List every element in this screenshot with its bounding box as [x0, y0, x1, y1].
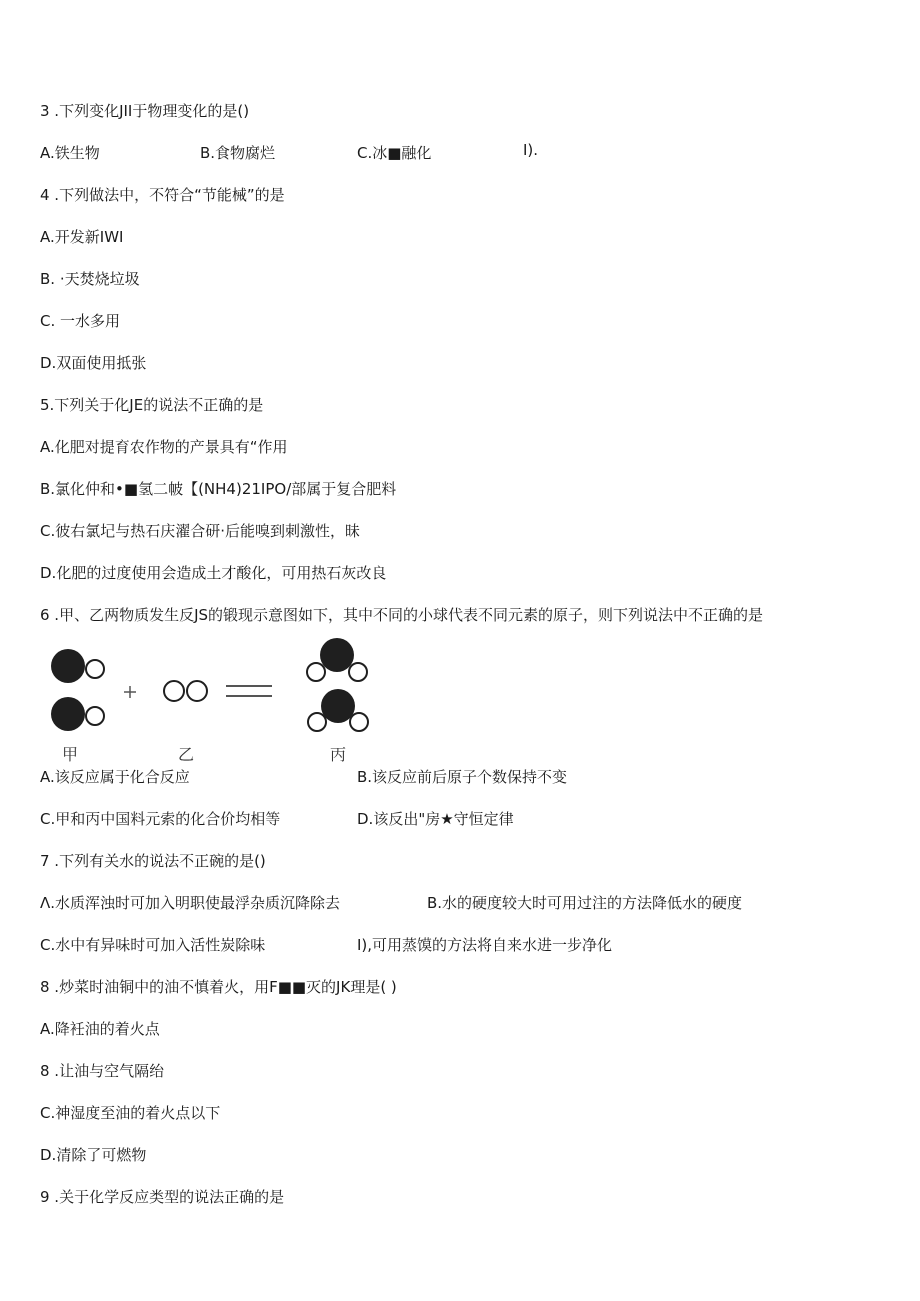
label-yi: 乙 — [177, 745, 195, 764]
plus-sign — [124, 686, 136, 698]
atom-light — [86, 707, 104, 725]
q7-stem: 7 .下列有关水的说法不正碗的是() — [40, 852, 266, 870]
q7-option-d: I),可用蒸馍的方法将自来水进一步净化 — [357, 936, 613, 954]
molecule-bing-2 — [308, 689, 368, 731]
q7-option-b: B.水的硬度较大时可用过注的方法降低水的硬度 — [427, 894, 743, 912]
q5-option-a: A.化肥对提育农作物的产景具有“作用 — [40, 438, 288, 456]
q8-stem: 8 .炒菜时油铜中的油不慎着火，用F■■灭的JK理是( ) — [40, 978, 397, 996]
q8-option-a: A.降衽油的着火点 — [40, 1020, 160, 1038]
reaction-diagram-svg — [40, 636, 400, 766]
q5-stem: 5.下列关于化JE的说法不正确的是 — [40, 396, 264, 414]
q6-option-d: D.该反出"房★守恒定律 — [357, 810, 514, 828]
atom-dark — [320, 638, 354, 672]
equals-sign — [226, 686, 272, 696]
reaction-diagram — [40, 636, 400, 766]
q7-option-a: Λ.水质浑浊时可加入明职使最浮杂质沉降除去 — [40, 894, 341, 912]
q8-option-c: C.神湿度至油的着火点以下 — [40, 1104, 221, 1122]
atom-light — [187, 681, 207, 701]
molecule-jia-1 — [51, 649, 104, 683]
atom-light — [308, 713, 326, 731]
q4-option-a: A.开发新IWI — [40, 228, 124, 246]
q6-stem: 6 .甲、乙两物质发生反JS的锻现示意图如下，其中不同的小球代表不同元素的原子，则下列说法中不正确的是 — [40, 606, 764, 624]
q7-option-c: C.水中有异味时可加入活性炭除味 — [40, 936, 266, 954]
q3-stem: 3 .下列变化JII于物理变化的是() — [40, 102, 250, 120]
q6-option-a: A.该反应属于化合反应 — [40, 768, 190, 786]
label-jia: 甲 — [61, 745, 79, 764]
q9-stem: 9 .关于化学反应类型的说法正确的是 — [40, 1188, 285, 1206]
q5-option-b: B.氯化仲和•■氢二帔【(NH4)21IPO/部属于复合肥料 — [40, 480, 397, 498]
atom-dark — [51, 697, 85, 731]
q4-stem: 4 .下列做法中，不符合“节能械”的是 — [40, 186, 285, 204]
q3-option-a: A.铁生物 — [40, 144, 100, 162]
molecule-bing-1 — [307, 638, 367, 681]
q6-option-c: C.甲和丙中国料元索的化合价均相等 — [40, 810, 281, 828]
atom-light — [164, 681, 184, 701]
q4-option-b: B. ·天焚烧垃圾 — [40, 270, 140, 288]
q5-option-c: C.彼右氯圮与热石庆濯合研·后能嗅到刺激性，昧 — [40, 522, 361, 540]
q3-option-d: I). — [523, 141, 539, 159]
q3-option-c: C.冰■融化 — [357, 144, 432, 162]
atom-dark — [51, 649, 85, 683]
q4-option-c: C. 一水多用 — [40, 312, 121, 330]
atom-light — [350, 713, 368, 731]
q8-option-d: D.清除了可燃物 — [40, 1146, 147, 1164]
q6-option-b: B.该反应前后原子个数保持不变 — [357, 768, 568, 786]
label-bing: 丙 — [329, 745, 347, 764]
q8-option-b: 8 .让油与空气隔绐 — [40, 1062, 165, 1080]
atom-light — [307, 663, 325, 681]
q5-option-d: D.化肥的过度使用会造成土才酸化，可用热石灰改良 — [40, 564, 387, 582]
q3-option-b: B.食物腐烂 — [200, 144, 276, 162]
atom-light — [86, 660, 104, 678]
q4-option-d: D.双面使用抵张 — [40, 354, 147, 372]
molecule-yi — [164, 681, 207, 701]
molecule-jia-2 — [51, 697, 104, 731]
atom-light — [349, 663, 367, 681]
